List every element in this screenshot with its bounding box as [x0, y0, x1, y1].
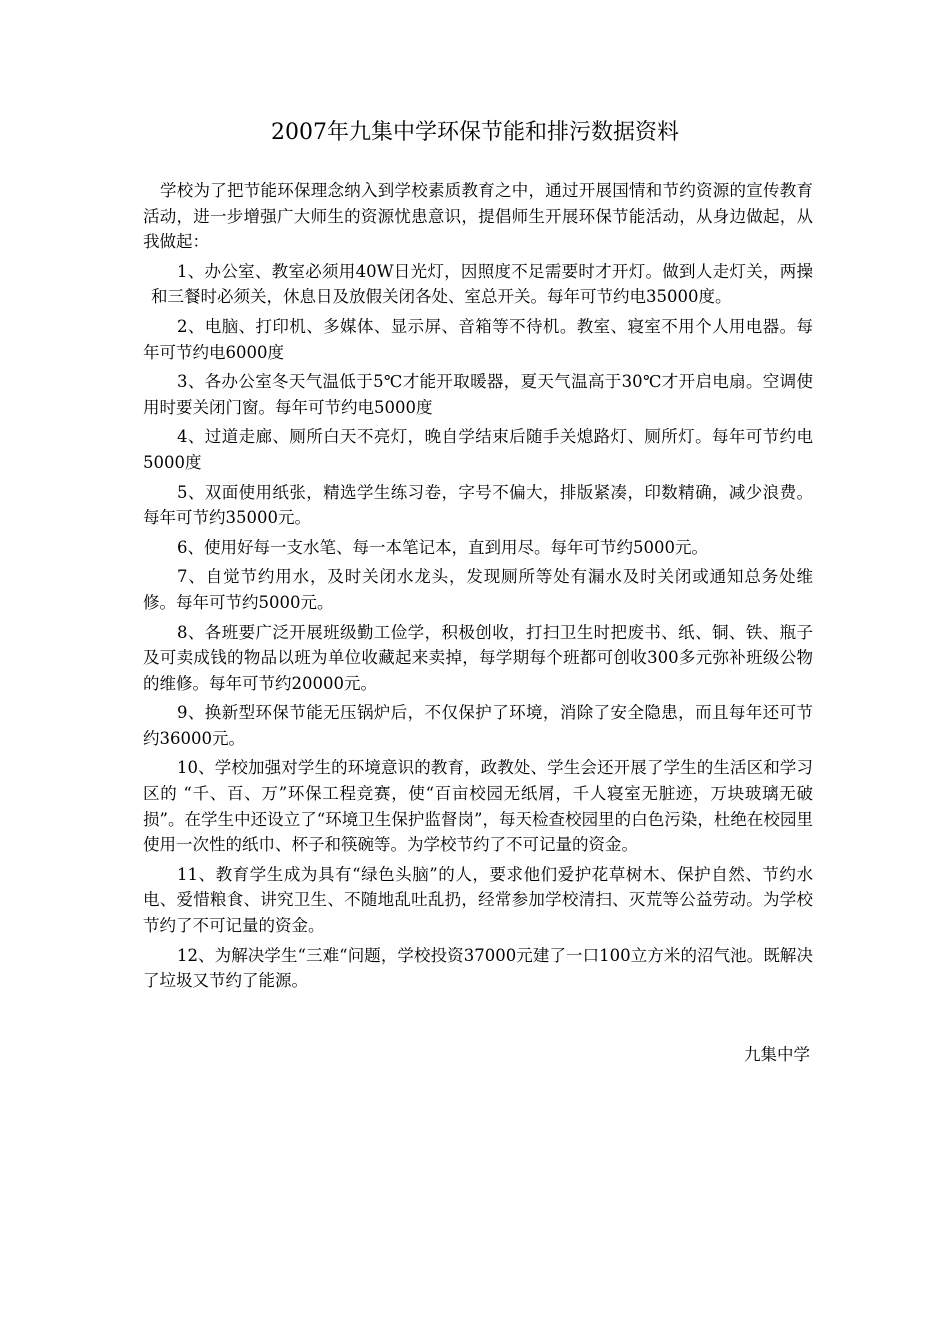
signature: 九集中学	[744, 1045, 810, 1064]
list-item: 9、换新型环保节能无压锅炉后，不仅保护了环境，消除了安全隐患，而且每年还可节约36000元。	[143, 703, 813, 748]
list-item: 4、过道走廊、厕所白天不亮灯，晚自学结束后随手关熄路灯、厕所灯。每年可节约电5000度	[143, 427, 813, 472]
list-item: 8、各班要广泛开展班级勤工俭学，积极创收，打扫卫生时把废书、纸、铜、铁、瓶子及可卖成钱的物品以班为单位收藏起来卖掉，每学期每个班都可创收300多元弥补班级公物的维修。每年可节约20000元。	[143, 622, 813, 693]
list-item: 11、教育学生成为具有“绿色头脑”的人，要求他们爱护花草树木、保护自然、节约水电、爱惜粮食、讲究卫生、不随地乱吐乱扔，经常参加学校清扫、灭荒等公益劳动。为学校节约了不可记量的资金。	[143, 864, 813, 936]
list-item: 5、双面使用纸张，精选学生练习卷，字号不偏大，排版紧凑，印数精确，减少浪费。每年可节约35000元。	[143, 482, 813, 528]
list-item: 10、学校加强对学生的环境意识的教育，政教处、学生会还开展了学生的生活区和学习区的 “千、百、万”环保工程竞赛，使“百亩校园无纸屑，千人寝室无脏迹，万块玻璃无破损”。在学生中还设立了“环境卫生保护监督岗”，每天检查校园里的白色污染，杜绝在校园里使用一次性的纸巾、杯子和筷碗等。为学校节约了不可记量的资金。	[143, 758, 813, 855]
list-item: 6、使用好每一支水笔、每一本笔记本，直到用尽。每年可节约5000元。	[177, 537, 708, 557]
document-body	[143, 178, 813, 998]
document-title: 2007年九集中学环保节能和排污数据资料	[271, 120, 679, 145]
list-item: 3、各办公室冬天气温低于5℃才能开取暖器，夏天气温高于30℃才开启电扇。空调使用时要关闭门窗。每年可节约电5000度	[143, 372, 813, 417]
list-item: 12、为解决学生“三难“问题，学校投资37000元建了一口100立方米的沼气池。既解决了垃圾又节约了能源。	[143, 945, 813, 991]
list-item: 7、自觉节约用水，及时关闭水龙头，发现厕所等处有漏水及时关闭或通知总务处维修。每年可节约5000元。	[143, 567, 813, 612]
list-item: 1、办公室、教室必须用40W日光灯，因照度不足需要时才开灯。做到人走灯关，两操和三餐时必须关，休息日及放假关闭各处、室总开关。每年可节约电35000度。	[151, 261, 813, 307]
intro-paragraph: 学校为了把节能环保理念纳入到学校素质教育之中，通过开展国情和节约资源的宣传教育活动，进一步增强广大师生的资源忧患意识，提倡师生开展环保节能活动，从身边做起，从我做起：	[143, 181, 813, 252]
list-item: 2、电脑、打印机、多媒体、显示屏、音箱等不待机。教室、寝室不用个人用电器。每年可节约电6000度	[143, 316, 813, 362]
